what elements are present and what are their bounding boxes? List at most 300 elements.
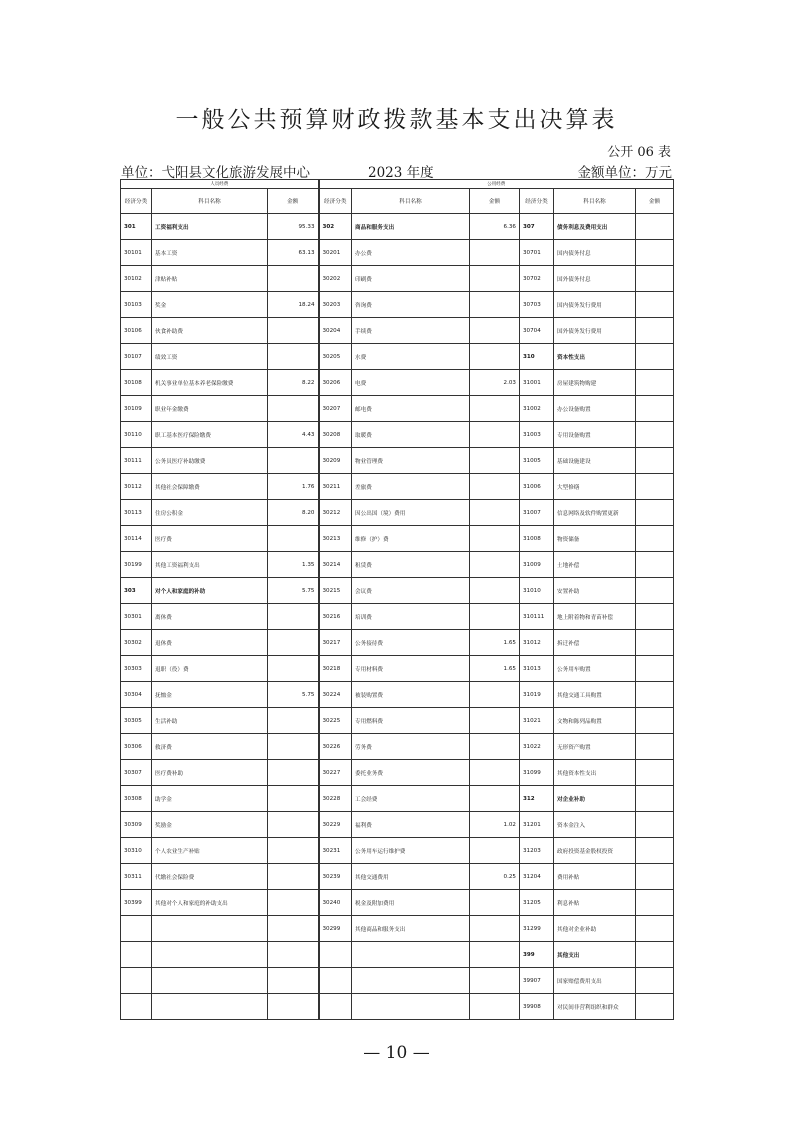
econ-code-cell: 30302 <box>121 630 152 656</box>
econ-code-cell: 39907 <box>520 968 554 994</box>
econ-code-cell: 30399 <box>121 890 152 916</box>
amount-cell <box>636 708 674 734</box>
econ-code-cell: 30229 <box>319 812 352 838</box>
econ-code-cell: 30304 <box>121 682 152 708</box>
econ-code-cell: 30308 <box>121 786 152 812</box>
item-name-cell: 住房公积金 <box>152 500 268 526</box>
amount-cell <box>636 864 674 890</box>
amount-cell <box>268 604 319 630</box>
item-name-cell: 助学金 <box>152 786 268 812</box>
econ-code-cell: 31006 <box>520 474 554 500</box>
item-name-cell: 拆迁补偿 <box>554 630 636 656</box>
econ-code-cell: 31008 <box>520 526 554 552</box>
item-name-cell: 地上附着物和青苗补偿 <box>554 604 636 630</box>
item-name-cell: 专用设备购置 <box>554 422 636 448</box>
item-name-cell <box>152 916 268 942</box>
amount-cell <box>636 500 674 526</box>
item-name-cell: 机关事业单位基本养老保险缴费 <box>152 370 268 396</box>
econ-code-cell: 30103 <box>121 292 152 318</box>
amount-cell: 63.13 <box>268 240 319 266</box>
econ-code-cell: 310 <box>520 344 554 370</box>
col-header: 科目名称 <box>352 189 470 214</box>
table-row <box>121 812 674 838</box>
report-year: 2023 年度 <box>368 165 434 181</box>
item-name-cell: 电费 <box>352 370 470 396</box>
amount-cell <box>268 630 319 656</box>
table-row <box>121 422 674 448</box>
amount-cell <box>470 786 520 812</box>
item-name-cell: 安置补助 <box>554 578 636 604</box>
table-row <box>121 474 674 500</box>
item-name-cell: 专用材料费 <box>352 656 470 682</box>
item-name-cell: 其他对企业补助 <box>554 916 636 942</box>
table-row <box>121 578 674 604</box>
item-name-cell <box>152 994 268 1020</box>
econ-code-cell: 30205 <box>319 344 352 370</box>
table-row <box>121 448 674 474</box>
econ-code-cell: 30113 <box>121 500 152 526</box>
amount-cell <box>470 994 520 1020</box>
amount-cell <box>470 240 520 266</box>
econ-code-cell: 30212 <box>319 500 352 526</box>
amount-cell <box>636 916 674 942</box>
amount-cell <box>470 968 520 994</box>
amount-cell: 8.20 <box>268 500 319 526</box>
econ-code-cell: 31002 <box>520 396 554 422</box>
table-row <box>121 942 674 968</box>
amount-cell <box>636 396 674 422</box>
amount-cell: 95.33 <box>268 214 319 240</box>
econ-code-cell: 30226 <box>319 734 352 760</box>
amount-cell <box>636 552 674 578</box>
item-name-cell: 对企业补助 <box>554 786 636 812</box>
section-header-row <box>121 180 674 189</box>
econ-code-cell: 31010 <box>520 578 554 604</box>
econ-code-cell: 31003 <box>520 422 554 448</box>
econ-code-cell: 399 <box>520 942 554 968</box>
item-name-cell: 离休费 <box>152 604 268 630</box>
amount-cell <box>470 760 520 786</box>
amount-cell <box>636 838 674 864</box>
item-name-cell: 无形资产购置 <box>554 734 636 760</box>
amount-cell <box>470 552 520 578</box>
amount-cell <box>268 526 319 552</box>
item-name-cell: 其他交通工具购置 <box>554 682 636 708</box>
item-name-cell: 办公费 <box>352 240 470 266</box>
econ-code-cell: 30311 <box>121 864 152 890</box>
amount-cell: 0.25 <box>470 864 520 890</box>
econ-code-cell: 30209 <box>319 448 352 474</box>
econ-code-cell: 30704 <box>520 318 554 344</box>
amount-cell <box>470 396 520 422</box>
econ-code-cell: 30309 <box>121 812 152 838</box>
amount-cell <box>636 318 674 344</box>
amount-cell <box>470 526 520 552</box>
econ-code-cell: 312 <box>520 786 554 812</box>
item-name-cell: 政府投资基金股权投资 <box>554 838 636 864</box>
amount-cell <box>636 890 674 916</box>
amount-cell <box>268 734 319 760</box>
econ-code-cell: 30231 <box>319 838 352 864</box>
item-name-cell: 公务员医疗补助缴费 <box>152 448 268 474</box>
econ-code-cell: 30307 <box>121 760 152 786</box>
amount-cell <box>268 448 319 474</box>
amount-cell <box>636 760 674 786</box>
table-row <box>121 344 674 370</box>
econ-code-cell: 30111 <box>121 448 152 474</box>
econ-code-cell: 31005 <box>520 448 554 474</box>
item-name-cell: 奖金 <box>152 292 268 318</box>
item-name-cell: 维修（护）费 <box>352 526 470 552</box>
econ-code-cell: 30239 <box>319 864 352 890</box>
amount-cell <box>470 734 520 760</box>
table-row <box>121 890 674 916</box>
table-row <box>121 682 674 708</box>
amount-cell <box>470 682 520 708</box>
col-header: 金额 <box>470 189 520 214</box>
item-name-cell: 大型修缮 <box>554 474 636 500</box>
table-row <box>121 318 674 344</box>
table-row <box>121 916 674 942</box>
item-name-cell: 基础设施建设 <box>554 448 636 474</box>
econ-code-cell: 30227 <box>319 760 352 786</box>
econ-code-cell: 39908 <box>520 994 554 1020</box>
section-personnel: 人员经费 <box>121 180 319 189</box>
amount-cell <box>636 474 674 500</box>
table-row <box>121 396 674 422</box>
amount-cell <box>636 448 674 474</box>
table-row <box>121 214 674 240</box>
amount-cell <box>470 500 520 526</box>
item-name-cell: 邮电费 <box>352 396 470 422</box>
amount-cell <box>636 604 674 630</box>
table-row <box>121 734 674 760</box>
amount-cell <box>470 344 520 370</box>
item-name-cell: 抚恤金 <box>152 682 268 708</box>
item-name-cell <box>152 942 268 968</box>
amount-cell <box>636 266 674 292</box>
item-name-cell: 土地补偿 <box>554 552 636 578</box>
econ-code-cell: 30112 <box>121 474 152 500</box>
econ-code-cell: 30211 <box>319 474 352 500</box>
amount-cell <box>636 214 674 240</box>
econ-code-cell: 30102 <box>121 266 152 292</box>
econ-code-cell: 31013 <box>520 656 554 682</box>
item-name-cell: 生活补助 <box>152 708 268 734</box>
column-header-row <box>121 189 674 214</box>
econ-code-cell: 30114 <box>121 526 152 552</box>
econ-code-cell: 30305 <box>121 708 152 734</box>
table-row <box>121 500 674 526</box>
amount-cell <box>636 422 674 448</box>
item-name-cell: 医疗费补助 <box>152 760 268 786</box>
item-name-cell: 公务接待费 <box>352 630 470 656</box>
item-name-cell: 会议费 <box>352 578 470 604</box>
amount-cell: 8.22 <box>268 370 319 396</box>
econ-code-cell: 31021 <box>520 708 554 734</box>
amount-cell: 1.76 <box>268 474 319 500</box>
econ-code-cell: 30202 <box>319 266 352 292</box>
item-name-cell: 其他交通费用 <box>352 864 470 890</box>
col-header: 经济分类 <box>319 189 352 214</box>
econ-code-cell <box>319 994 352 1020</box>
col-header: 经济分类 <box>121 189 152 214</box>
table-row <box>121 370 674 396</box>
item-name-cell: 印刷费 <box>352 266 470 292</box>
amount-unit: 金额单位：万元 <box>577 165 672 181</box>
amount-cell <box>636 942 674 968</box>
table-row <box>121 760 674 786</box>
amount-cell <box>636 292 674 318</box>
item-name-cell: 商品和服务支出 <box>352 214 470 240</box>
item-name-cell: 资本性支出 <box>554 344 636 370</box>
econ-code-cell: 31019 <box>520 682 554 708</box>
item-name-cell: 因公出国（境）费用 <box>352 500 470 526</box>
section-public: 公用经费 <box>319 180 674 189</box>
amount-cell <box>470 942 520 968</box>
item-name-cell: 房屋建筑物购建 <box>554 370 636 396</box>
econ-code-cell: 30301 <box>121 604 152 630</box>
item-name-cell: 退职（役）费 <box>152 656 268 682</box>
econ-code-cell: 30306 <box>121 734 152 760</box>
amount-cell <box>636 682 674 708</box>
econ-code-cell: 30225 <box>319 708 352 734</box>
econ-code-cell <box>121 916 152 942</box>
table-row <box>121 838 674 864</box>
table-row <box>121 708 674 734</box>
amount-cell <box>268 318 319 344</box>
amount-cell <box>268 344 319 370</box>
amount-cell <box>268 812 319 838</box>
econ-code-cell: 30217 <box>319 630 352 656</box>
item-name-cell: 绩效工资 <box>152 344 268 370</box>
amount-cell <box>470 838 520 864</box>
amount-cell <box>470 474 520 500</box>
item-name-cell: 职业年金缴费 <box>152 396 268 422</box>
econ-code-cell: 30218 <box>319 656 352 682</box>
amount-cell: 18.24 <box>268 292 319 318</box>
item-name-cell: 差旅费 <box>352 474 470 500</box>
item-name-cell: 福利费 <box>352 812 470 838</box>
amount-cell <box>268 916 319 942</box>
econ-code-cell: 31205 <box>520 890 554 916</box>
expenditure-table-container <box>120 179 673 1020</box>
item-name-cell: 手续费 <box>352 318 470 344</box>
amount-cell: 6.36 <box>470 214 520 240</box>
item-name-cell: 其他工资福利支出 <box>152 552 268 578</box>
amount-cell <box>470 422 520 448</box>
amount-cell <box>268 968 319 994</box>
econ-code-cell: 31009 <box>520 552 554 578</box>
col-header: 金额 <box>636 189 674 214</box>
item-name-cell: 代缴社会保险费 <box>152 864 268 890</box>
amount-cell <box>268 890 319 916</box>
econ-code-cell: 301 <box>121 214 152 240</box>
econ-code-cell: 30240 <box>319 890 352 916</box>
unit-name: 单位：弋阳县文化旅游发展中心 <box>121 165 310 181</box>
table-row <box>121 968 674 994</box>
econ-code-cell: 30208 <box>319 422 352 448</box>
table-row <box>121 786 674 812</box>
econ-code-cell: 30303 <box>121 656 152 682</box>
col-header: 科目名称 <box>554 189 636 214</box>
item-name-cell: 文物和陈列品购置 <box>554 708 636 734</box>
amount-cell <box>268 838 319 864</box>
amount-cell: 1.35 <box>268 552 319 578</box>
item-name-cell: 资本金注入 <box>554 812 636 838</box>
item-name-cell <box>352 994 470 1020</box>
econ-code-cell <box>121 994 152 1020</box>
econ-code-cell: 310111 <box>520 604 554 630</box>
item-name-cell: 专用燃料费 <box>352 708 470 734</box>
amount-cell: 1.65 <box>470 656 520 682</box>
amount-cell <box>636 240 674 266</box>
item-name-cell: 其他社会保障缴费 <box>152 474 268 500</box>
econ-code-cell: 30110 <box>121 422 152 448</box>
econ-code-cell: 30224 <box>319 682 352 708</box>
econ-code-cell: 31299 <box>520 916 554 942</box>
econ-code-cell <box>319 968 352 994</box>
econ-code-cell: 30310 <box>121 838 152 864</box>
item-name-cell: 救济费 <box>152 734 268 760</box>
amount-cell <box>470 890 520 916</box>
item-name-cell: 基本工资 <box>152 240 268 266</box>
item-name-cell: 其他支出 <box>554 942 636 968</box>
econ-code-cell: 30215 <box>319 578 352 604</box>
item-name-cell: 劳务费 <box>352 734 470 760</box>
amount-cell <box>636 578 674 604</box>
item-name-cell: 个人农业生产补贴 <box>152 838 268 864</box>
econ-code-cell: 30703 <box>520 292 554 318</box>
amount-cell <box>470 318 520 344</box>
item-name-cell <box>352 968 470 994</box>
econ-code-cell: 30107 <box>121 344 152 370</box>
amount-cell <box>636 994 674 1020</box>
item-name-cell: 债务利息及费用支出 <box>554 214 636 240</box>
econ-code-cell: 30101 <box>121 240 152 266</box>
table-row <box>121 292 674 318</box>
econ-code-cell: 30204 <box>319 318 352 344</box>
item-name-cell: 办公设备购置 <box>554 396 636 422</box>
econ-code-cell: 30214 <box>319 552 352 578</box>
econ-code-cell: 30109 <box>121 396 152 422</box>
amount-cell <box>268 708 319 734</box>
econ-code-cell: 31007 <box>520 500 554 526</box>
econ-code-cell: 30299 <box>319 916 352 942</box>
table-row <box>121 604 674 630</box>
amount-cell <box>268 864 319 890</box>
amount-cell <box>268 266 319 292</box>
item-name-cell: 租赁费 <box>352 552 470 578</box>
table-row <box>121 994 674 1020</box>
item-name-cell: 退休费 <box>152 630 268 656</box>
item-name-cell: 工资福利支出 <box>152 214 268 240</box>
item-name-cell: 其他商品和服务支出 <box>352 916 470 942</box>
amount-cell <box>268 760 319 786</box>
econ-code-cell: 30206 <box>319 370 352 396</box>
item-name-cell: 职工基本医疗保险缴费 <box>152 422 268 448</box>
amount-cell <box>636 370 674 396</box>
item-name-cell: 被装购置费 <box>352 682 470 708</box>
item-name-cell: 对民间非营利组织和群众 <box>554 994 636 1020</box>
amount-cell <box>470 448 520 474</box>
item-name-cell: 水费 <box>352 344 470 370</box>
expenditure-table <box>120 179 674 1020</box>
econ-code-cell <box>121 942 152 968</box>
item-name-cell: 公务用车购置 <box>554 656 636 682</box>
item-name-cell: 国家赔偿费用支出 <box>554 968 636 994</box>
item-name-cell: 取暖费 <box>352 422 470 448</box>
table-row <box>121 630 674 656</box>
table-row <box>121 864 674 890</box>
econ-code-cell: 302 <box>319 214 352 240</box>
item-name-cell: 对个人和家庭的补助 <box>152 578 268 604</box>
amount-cell <box>636 344 674 370</box>
col-header: 科目名称 <box>152 189 268 214</box>
econ-code-cell: 307 <box>520 214 554 240</box>
item-name-cell: 其他对个人和家庭的补助支出 <box>152 890 268 916</box>
item-name-cell: 物资储备 <box>554 526 636 552</box>
amount-cell: 5.75 <box>268 578 319 604</box>
econ-code-cell <box>319 942 352 968</box>
amount-cell: 4.43 <box>268 422 319 448</box>
item-name-cell: 咨询费 <box>352 292 470 318</box>
item-name-cell: 培训费 <box>352 604 470 630</box>
econ-code-cell: 30216 <box>319 604 352 630</box>
econ-code-cell: 31012 <box>520 630 554 656</box>
econ-code-cell: 30702 <box>520 266 554 292</box>
econ-code-cell: 31022 <box>520 734 554 760</box>
amount-cell <box>470 916 520 942</box>
item-name-cell: 津贴补贴 <box>152 266 268 292</box>
item-name-cell: 信息网络及软件购置更新 <box>554 500 636 526</box>
table-row <box>121 240 674 266</box>
item-name-cell <box>152 968 268 994</box>
item-name-cell: 工会经费 <box>352 786 470 812</box>
amount-cell <box>470 708 520 734</box>
item-name-cell: 国内债务付息 <box>554 240 636 266</box>
item-name-cell: 利息补贴 <box>554 890 636 916</box>
econ-code-cell: 30106 <box>121 318 152 344</box>
amount-cell <box>268 942 319 968</box>
page-number: — 10 — <box>363 1043 430 1063</box>
item-name-cell: 公务用车运行维护费 <box>352 838 470 864</box>
table-row <box>121 526 674 552</box>
table-row <box>121 552 674 578</box>
item-name-cell: 国内债务发行费用 <box>554 292 636 318</box>
econ-code-cell: 31201 <box>520 812 554 838</box>
econ-code-cell: 31099 <box>520 760 554 786</box>
econ-code-cell: 30108 <box>121 370 152 396</box>
item-name-cell: 国外债务发行费用 <box>554 318 636 344</box>
econ-code-cell: 30201 <box>319 240 352 266</box>
item-name-cell: 奖励金 <box>152 812 268 838</box>
amount-cell <box>636 786 674 812</box>
amount-cell: 5.75 <box>268 682 319 708</box>
econ-code-cell: 30213 <box>319 526 352 552</box>
col-header: 金额 <box>268 189 319 214</box>
form-number: 公开 06 表 <box>607 145 671 160</box>
econ-code-cell <box>121 968 152 994</box>
amount-cell <box>268 656 319 682</box>
table-row <box>121 656 674 682</box>
amount-cell <box>470 292 520 318</box>
econ-code-cell: 30228 <box>319 786 352 812</box>
econ-code-cell: 30203 <box>319 292 352 318</box>
item-name-cell: 税金及附加费用 <box>352 890 470 916</box>
amount-cell <box>268 786 319 812</box>
amount-cell <box>636 968 674 994</box>
